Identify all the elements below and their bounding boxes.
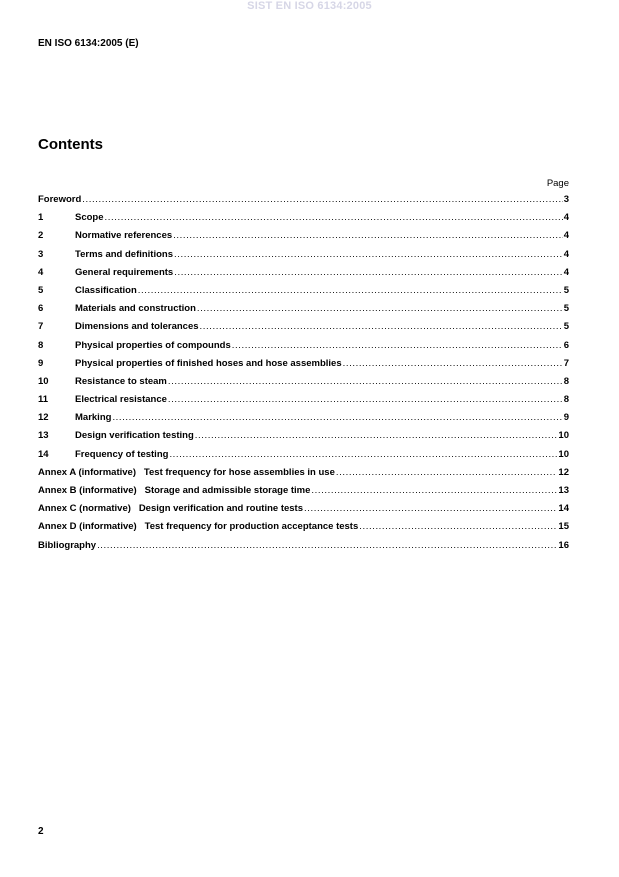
toc-entry[interactable] — [38, 194, 569, 212]
toc-entry[interactable] — [38, 358, 569, 376]
toc-entry-title: Annex B (informative) Storage and admissible storage time — [38, 485, 311, 496]
toc-entry-number: 2 — [38, 230, 44, 242]
toc-entry-title: Dimensions and tolerances — [75, 321, 199, 333]
toc-dot-leader — [359, 521, 557, 532]
toc-dot-leader — [97, 540, 557, 551]
toc-dot-leader — [197, 303, 563, 314]
toc-entry-number: 12 — [38, 412, 49, 424]
toc-entry[interactable] — [38, 412, 569, 430]
toc-entry-title: Electrical resistance — [75, 394, 167, 406]
toc-entry-page: 5 — [563, 321, 569, 333]
toc-entry-page: 13 — [558, 485, 569, 496]
toc-dot-leader — [82, 194, 562, 205]
toc-entry-title: Annex A (informative) Test frequency for hose assemblies in use — [38, 466, 335, 478]
toc-entry[interactable] — [38, 340, 569, 358]
toc-dot-leader — [174, 267, 562, 278]
toc-entry-page: 5 — [563, 303, 569, 315]
toc-entry-title: Scope — [75, 212, 104, 224]
toc-entry[interactable] — [38, 485, 569, 503]
toc-entry-number: 4 — [38, 266, 44, 278]
toc-entry[interactable] — [38, 321, 569, 339]
toc-entry-title: Annex C (normative) Design verification and routine tests — [38, 503, 303, 515]
toc-entry-title: Normative references — [75, 230, 173, 242]
toc-entry-page: 4 — [563, 266, 569, 278]
toc-entry-number: 7 — [38, 321, 44, 333]
toc-entry[interactable] — [38, 303, 569, 321]
toc-dot-leader — [138, 285, 563, 296]
toc-entry[interactable] — [38, 212, 569, 230]
toc-entry-title: Physical properties of finished hoses and hose assemblies — [75, 357, 342, 369]
toc-dot-leader — [304, 503, 557, 514]
toc-entry[interactable] — [38, 267, 569, 285]
toc-dot-leader — [195, 430, 558, 441]
toc-entry-title: Frequency of testing — [75, 448, 169, 460]
toc-entry-number: 3 — [38, 248, 44, 260]
table-of-contents — [38, 194, 569, 558]
toc-entry-number: 9 — [38, 357, 44, 369]
toc-entry-page: 10 — [558, 430, 569, 442]
toc-dot-leader — [336, 467, 558, 478]
document-id: EN ISO 6134:2005 (E) — [38, 38, 139, 49]
toc-dot-leader — [173, 230, 563, 241]
toc-entry-number: 8 — [38, 339, 44, 351]
toc-entry-title: Bibliography — [38, 539, 97, 551]
toc-entry[interactable] — [38, 449, 569, 467]
toc-entry-title: Annex D (informative) Test frequency for production acceptance tests — [38, 521, 359, 533]
toc-entry-page: 4 — [563, 212, 569, 224]
watermark: SIST EN ISO 6134:2005 — [247, 0, 372, 12]
toc-entry[interactable] — [38, 521, 569, 539]
toc-entry-page: 8 — [563, 394, 569, 406]
toc-dot-leader — [169, 449, 557, 460]
toc-entry-page: 6 — [563, 339, 569, 351]
toc-entry-title: Classification — [75, 284, 137, 296]
toc-entry-page: 14 — [558, 503, 569, 515]
toc-dot-leader — [232, 340, 563, 351]
toc-entry[interactable] — [38, 249, 569, 267]
toc-entry-number: 13 — [38, 430, 49, 442]
toc-entry-number: 6 — [38, 303, 44, 315]
toc-entry-title: Materials and construction — [75, 303, 196, 315]
toc-entry-page: 10 — [558, 448, 569, 460]
toc-entry[interactable] — [38, 503, 569, 521]
toc-dot-leader — [343, 358, 563, 369]
toc-entry[interactable] — [38, 285, 569, 303]
toc-dot-leader — [168, 376, 563, 387]
toc-dot-leader — [200, 321, 563, 332]
toc-dot-leader — [174, 249, 563, 260]
page-number: 2 — [38, 826, 44, 837]
toc-dot-leader — [112, 412, 562, 423]
toc-entry-number: 1 — [38, 212, 44, 224]
toc-entry-title: Design verification testing — [75, 430, 194, 442]
toc-entry-title: Marking — [75, 412, 112, 424]
contents-heading: Contents — [38, 136, 103, 153]
toc-entry-number: 14 — [38, 448, 49, 460]
toc-entry-title: Physical properties of compounds — [75, 339, 231, 351]
toc-entry-number: 5 — [38, 284, 44, 296]
toc-entry-title: Foreword — [38, 194, 82, 205]
toc-entry-page: 4 — [563, 248, 569, 260]
toc-entry-page: 7 — [563, 357, 569, 369]
toc-entry-page: 15 — [558, 521, 569, 533]
toc-entry[interactable] — [38, 376, 569, 394]
toc-entry-number: 11 — [38, 394, 49, 406]
toc-dot-leader — [105, 212, 563, 223]
toc-entry-page: 4 — [563, 230, 569, 242]
toc-entry-title: Resistance to steam — [75, 375, 167, 387]
page-column-label: Page — [546, 178, 569, 189]
toc-entry-page: 8 — [563, 375, 569, 387]
toc-entry[interactable] — [38, 430, 569, 448]
toc-entry-title: Terms and definitions — [75, 248, 174, 260]
toc-entry-page: 9 — [563, 412, 569, 424]
toc-entry-page: 3 — [563, 194, 569, 205]
toc-entry[interactable] — [38, 394, 569, 412]
toc-entry[interactable] — [38, 467, 569, 485]
toc-entry-page: 16 — [558, 539, 569, 551]
toc-entry-number: 10 — [38, 375, 49, 387]
toc-entry[interactable] — [38, 230, 569, 248]
toc-entry-title: General requirements — [75, 266, 174, 278]
toc-entry-page: 12 — [558, 466, 569, 478]
toc-entry[interactable] — [38, 540, 569, 558]
toc-dot-leader — [168, 394, 563, 405]
toc-dot-leader — [311, 485, 557, 496]
toc-entry-page: 5 — [563, 284, 569, 296]
